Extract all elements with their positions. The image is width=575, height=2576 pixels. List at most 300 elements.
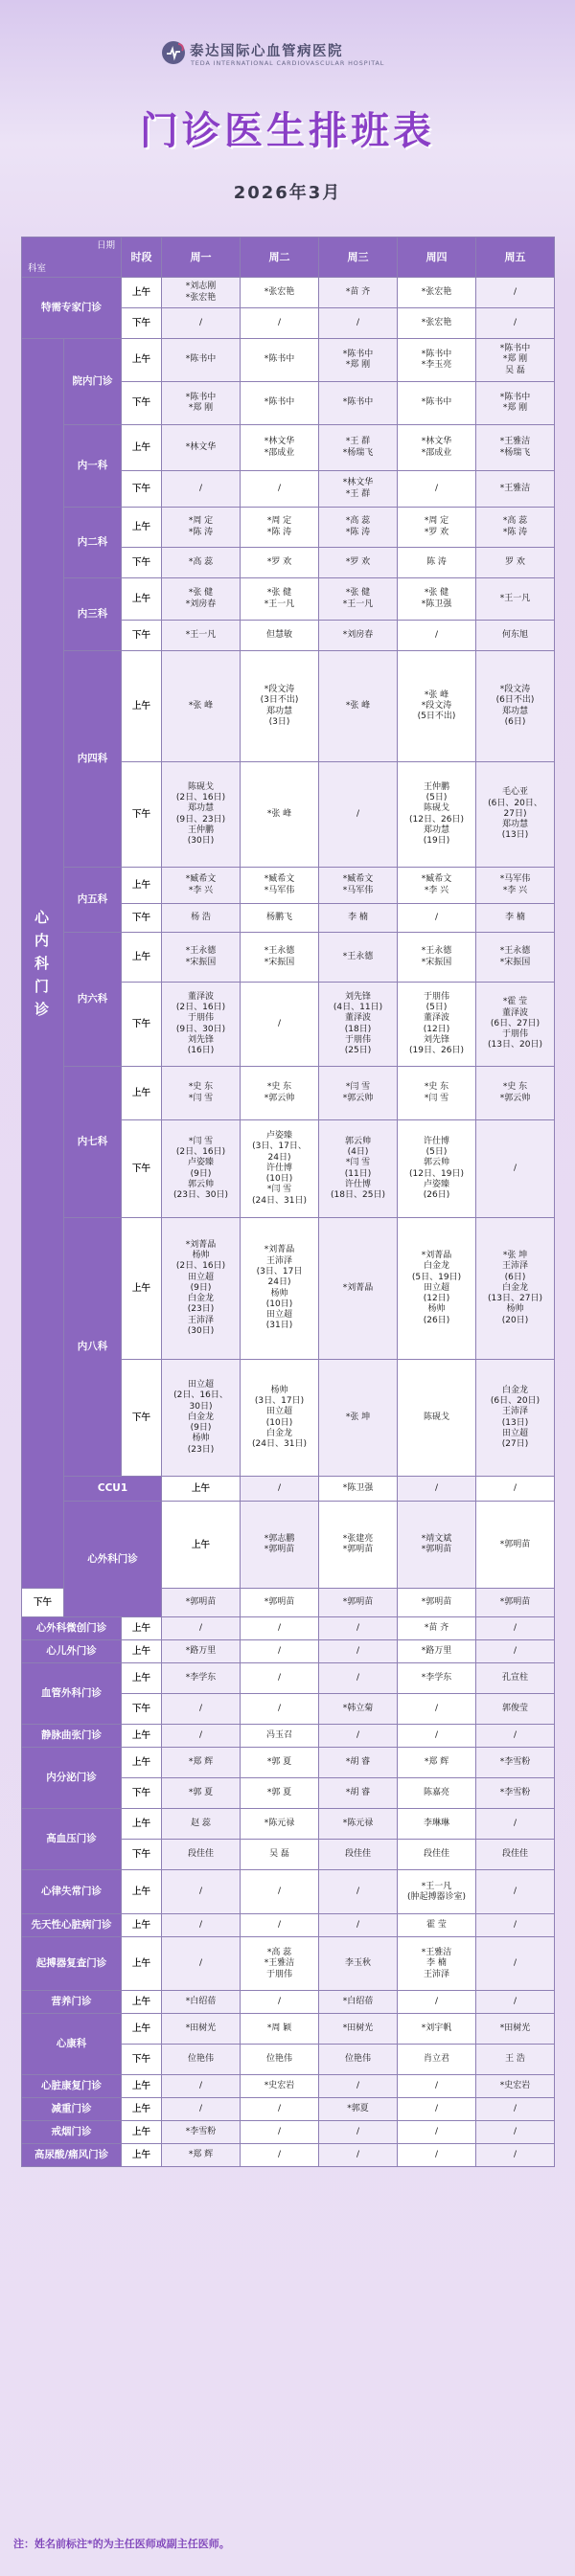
doctor-cell: 吴 磊 xyxy=(241,1840,319,1870)
schedule-row xyxy=(22,508,555,548)
period-label: 上午 xyxy=(122,1870,162,1914)
doctor-cell: 陈嘉亮 xyxy=(398,1778,476,1809)
doctor-cell: *高 蕊 xyxy=(162,548,241,578)
doctor-cell: *林文华 *邵成业 xyxy=(241,425,319,471)
period-label: 下午 xyxy=(122,1360,162,1477)
period-label: 上午 xyxy=(122,2144,162,2167)
doctor-cell: *刘菁晶 xyxy=(319,1218,398,1360)
doctor-cell: *郭明苗 xyxy=(241,1589,319,1617)
doctor-cell: *苗 齐 xyxy=(319,278,398,308)
schedule-row xyxy=(22,2014,555,2045)
doctor-cell: *张 峰 xyxy=(162,651,241,762)
doctor-cell: *林文华 xyxy=(162,425,241,471)
day-header: 周四 xyxy=(398,237,476,278)
doctor-cell: / xyxy=(319,1725,398,1748)
period-label: 上午 xyxy=(122,2098,162,2121)
schedule-row xyxy=(22,2098,555,2121)
schedule-row xyxy=(22,1218,555,1360)
doctor-cell: / xyxy=(319,1640,398,1663)
doctor-cell: 段佳佳 xyxy=(319,1840,398,1870)
schedule-row xyxy=(22,2075,555,2098)
doctor-cell: / xyxy=(241,1617,319,1640)
schedule-row xyxy=(22,1748,555,1778)
doctor-cell: *郭明苗 xyxy=(476,1502,555,1589)
doctor-cell: *高 蕊 *王雅洁 于朋伟 xyxy=(241,1937,319,1991)
doctor-cell: / xyxy=(319,1663,398,1694)
doctor-cell: / xyxy=(319,1617,398,1640)
schedule-row xyxy=(22,1067,555,1120)
period-label: 下午 xyxy=(122,308,162,339)
doctor-cell: *闫 雪 (2日、16日) 卢姿臻 (9日) 郭云帅 (23日、30日) xyxy=(162,1120,241,1218)
period-label: 上午 xyxy=(122,933,162,983)
dept-label: 内五科 xyxy=(64,868,122,933)
period-label: 上午 xyxy=(122,1809,162,1840)
doctor-cell: *郭夏 xyxy=(319,2098,398,2121)
doctor-cell: *陈书中 xyxy=(319,382,398,425)
schedule-row xyxy=(22,1617,555,1640)
doctor-cell: 位艳伟 xyxy=(241,2045,319,2075)
doctor-cell: *张 坤 xyxy=(319,1360,398,1477)
period-label: 上午 xyxy=(122,1663,162,1694)
doctor-cell: *刘宇帆 xyxy=(398,2014,476,2045)
doctor-cell: *郭 夏 xyxy=(241,1748,319,1778)
doctor-cell: *霍 莹 董泽波 (6日、27日) 于朋伟 (13日、20日) xyxy=(476,983,555,1067)
doctor-cell: *史宏岩 xyxy=(476,2075,555,2098)
doctor-cell: / xyxy=(319,1870,398,1914)
doctor-cell: *张宏艳 xyxy=(398,308,476,339)
dept-label: 心康科 xyxy=(22,2014,122,2075)
period-label: 下午 xyxy=(122,1778,162,1809)
doctor-cell: / xyxy=(162,2098,241,2121)
doctor-cell: *闫 雪 *郭云帅 xyxy=(319,1067,398,1120)
doctor-cell: *周 定 *罗 欢 xyxy=(398,508,476,548)
dept-label: 心儿外门诊 xyxy=(22,1640,122,1663)
dept-label: 静脉曲张门诊 xyxy=(22,1725,122,1748)
doctor-cell: 李琳琳 xyxy=(398,1809,476,1840)
doctor-cell: / xyxy=(241,2144,319,2167)
doctor-cell: 田立超 (2日、16日、 30日) 白金龙 (9日) 杨帅 (23日) xyxy=(162,1360,241,1477)
doctor-cell: / xyxy=(319,308,398,339)
period-label: 上午 xyxy=(122,651,162,762)
doctor-cell: *王永德 *宋振国 xyxy=(162,933,241,983)
doctor-cell: *王永德 xyxy=(319,933,398,983)
schedule-row xyxy=(22,1914,555,1937)
period-label: 下午 xyxy=(122,2045,162,2075)
period-label: 上午 xyxy=(122,1748,162,1778)
doctor-cell: *周 颖 xyxy=(241,2014,319,2045)
doctor-cell: 杨 浩 xyxy=(162,904,241,933)
period-label: 上午 xyxy=(122,1991,162,2014)
doctor-cell: 陈砚戈 xyxy=(398,1360,476,1477)
date-header: 日期 xyxy=(96,240,115,251)
doctor-cell: / xyxy=(476,1725,555,1748)
doctor-cell: *史 东 *闫 雪 xyxy=(162,1067,241,1120)
doctor-cell: 位艳伟 xyxy=(319,2045,398,2075)
doctor-cell: / xyxy=(162,1694,241,1725)
dept-label: 心脏康复门诊 xyxy=(22,2075,122,2098)
doctor-cell: *田树光 xyxy=(162,2014,241,2045)
period-label: 上午 xyxy=(122,1914,162,1937)
doctor-cell: *王一凡 xyxy=(162,621,241,651)
doctor-cell: / xyxy=(476,2144,555,2167)
doctor-cell: / xyxy=(241,1640,319,1663)
period-label: 下午 xyxy=(122,983,162,1067)
period-label: 上午 xyxy=(162,1477,241,1502)
period-label: 下午 xyxy=(122,471,162,508)
doctor-cell: *陈元禄 xyxy=(319,1809,398,1840)
period-label: 上午 xyxy=(122,2121,162,2144)
doctor-cell: 孔宣柱 xyxy=(476,1663,555,1694)
doctor-cell: *张 健 *王一凡 xyxy=(319,578,398,621)
schedule-row xyxy=(22,2121,555,2144)
period-label: 上午 xyxy=(122,2075,162,2098)
doctor-cell: / xyxy=(162,1725,241,1748)
period-label: 上午 xyxy=(122,1067,162,1120)
doctor-cell: *胡 睿 xyxy=(319,1748,398,1778)
doctor-cell: / xyxy=(398,1477,476,1502)
doctor-cell: *张 健 *陈卫强 xyxy=(398,578,476,621)
doctor-cell: *王雅洁 *杨瑞飞 xyxy=(476,425,555,471)
doctor-cell: / xyxy=(398,1694,476,1725)
schedule-row xyxy=(22,2144,555,2167)
dept-label: 内二科 xyxy=(64,508,122,578)
doctor-cell: / xyxy=(476,1914,555,1937)
schedule-row xyxy=(22,278,555,308)
doctor-cell: 陈 涛 xyxy=(398,548,476,578)
doctor-cell: / xyxy=(162,308,241,339)
doctor-cell: *路万里 xyxy=(162,1640,241,1663)
dept-label: 内三科 xyxy=(64,578,122,651)
schedule-row xyxy=(22,425,555,471)
doctor-cell: 许仕博 (5日) 郭云帅 (12日、19日) 卢姿臻 (26日) xyxy=(398,1120,476,1218)
doctor-cell: / xyxy=(241,2121,319,2144)
corner-cell xyxy=(22,237,122,278)
doctor-cell: 杨鹏飞 xyxy=(241,904,319,933)
period-label: 上午 xyxy=(122,278,162,308)
dept-label: 心律失常门诊 xyxy=(22,1870,122,1914)
doctor-cell: *田树光 xyxy=(476,2014,555,2045)
doctor-cell: / xyxy=(476,1640,555,1663)
doctor-cell: *张 峰 xyxy=(241,762,319,868)
doctor-cell: 段佳佳 xyxy=(476,1840,555,1870)
period-label: 上午 xyxy=(122,1725,162,1748)
doctor-cell: *白绍蓓 xyxy=(162,1991,241,2014)
doctor-cell: *陈书中 *郑 刚 吴 磊 xyxy=(476,339,555,382)
doctor-cell: / xyxy=(476,1991,555,2014)
period-label: 上午 xyxy=(122,508,162,548)
doctor-cell: / xyxy=(319,2144,398,2167)
doctor-cell: *王雅洁 李 楠 王沛泽 xyxy=(398,1937,476,1991)
doctor-cell: / xyxy=(476,1120,555,1218)
doctor-cell: *郑 辉 xyxy=(162,2144,241,2167)
schedule-table-wrapper xyxy=(21,237,554,2516)
doctor-cell: / xyxy=(241,2098,319,2121)
doctor-cell: *罗 欢 xyxy=(319,548,398,578)
doctor-cell: 于朋伟 (5日) 董泽波 (12日) 刘先锋 (19日、26日) xyxy=(398,983,476,1067)
doctor-cell: *史 东 *郭云帅 xyxy=(476,1067,555,1120)
doctor-cell: *郭明苗 xyxy=(476,1589,555,1617)
doctor-cell: / xyxy=(476,2098,555,2121)
dept-label: 起搏器复查门诊 xyxy=(22,1937,122,1991)
doctor-cell: *臧希文 *马军伟 xyxy=(241,868,319,904)
period-label: 上午 xyxy=(122,2014,162,2045)
period-label: 下午 xyxy=(122,762,162,868)
doctor-cell: / xyxy=(162,2075,241,2098)
doctor-cell: *罗 欢 xyxy=(241,548,319,578)
doctor-cell: 霍 莹 xyxy=(398,1914,476,1937)
dept-label: 院内门诊 xyxy=(64,339,122,425)
doctor-cell: 段佳佳 xyxy=(398,1840,476,1870)
period-label: 下午 xyxy=(22,1589,64,1617)
doctor-cell: *胡 睿 xyxy=(319,1778,398,1809)
doctor-cell: 刘先锋 (4日、11日) 董泽波 (18日) 于朋伟 (25日) xyxy=(319,983,398,1067)
doctor-cell: *刘志刚 *张宏艳 xyxy=(162,278,241,308)
doctor-cell: 李 楠 xyxy=(319,904,398,933)
doctor-cell: *郑 辉 xyxy=(398,1748,476,1778)
dept-label: 内一科 xyxy=(64,425,122,508)
heart-logo-icon xyxy=(161,40,186,65)
schedule-row xyxy=(22,1937,555,1991)
doctor-cell: *陈元禄 xyxy=(241,1809,319,1840)
doctor-cell: *郭 夏 xyxy=(162,1778,241,1809)
doctor-cell: *张 峰 *段文涛 (5日不出) xyxy=(398,651,476,762)
doctor-cell: / xyxy=(241,1914,319,1937)
doctor-cell: *张建亮 *郭明苗 xyxy=(319,1502,398,1589)
doctor-cell: *臧希文 *李 兴 xyxy=(162,868,241,904)
schedule-table xyxy=(21,237,555,2167)
doctor-cell: / xyxy=(398,2075,476,2098)
doctor-cell: *张 坤 王沛泽 (6日) 白金龙 (13日、27日) 杨帅 (20日) xyxy=(476,1218,555,1360)
doctor-cell: *史 东 *郭云帅 xyxy=(241,1067,319,1120)
doctor-cell: 郭云帅 (4日) *闫 雪 (11日) 许仕博 (18日、25日) xyxy=(319,1120,398,1218)
doctor-cell: *张宏艳 xyxy=(398,278,476,308)
dept-label: 戒烟门诊 xyxy=(22,2121,122,2144)
doctor-cell: / xyxy=(241,308,319,339)
doctor-cell: 位艳伟 xyxy=(162,2045,241,2075)
period-label: 上午 xyxy=(122,1617,162,1640)
doctor-cell: / xyxy=(398,2098,476,2121)
dept-label: 内七科 xyxy=(64,1067,122,1218)
doctor-cell: 陈砚戈 (2日、16日) 郑功慧 (9日、23日) 王仲鹏 (30日) xyxy=(162,762,241,868)
schedule-body xyxy=(22,237,555,2167)
dept-label: 心外科门诊 xyxy=(64,1502,162,1617)
doctor-cell: / xyxy=(162,1617,241,1640)
doctor-cell: *王一凡 (肿起搏器诊室) xyxy=(398,1870,476,1914)
doctor-cell: / xyxy=(241,983,319,1067)
period-label: 上午 xyxy=(122,1218,162,1360)
period-label: 下午 xyxy=(122,382,162,425)
cardiology-group-label: 心 内 科 门 诊 xyxy=(22,339,64,1589)
doctor-cell: *臧希文 *李 兴 xyxy=(398,868,476,904)
doctor-cell: 赵 蕊 xyxy=(162,1809,241,1840)
doctor-cell: *李学东 xyxy=(162,1663,241,1694)
day-header: 周五 xyxy=(476,237,555,278)
doctor-cell: *王永德 *宋振国 xyxy=(476,933,555,983)
doctor-cell: / xyxy=(319,762,398,868)
doctor-cell: *刘菁晶 白金龙 (5日、19日) 田立超 (12日) 杨帅 (26日) xyxy=(398,1218,476,1360)
doctor-cell: / xyxy=(319,1914,398,1937)
doctor-cell: / xyxy=(476,1937,555,1991)
period-label: 下午 xyxy=(122,1694,162,1725)
doctor-cell: / xyxy=(398,621,476,651)
doctor-cell: *张 健 *刘房春 xyxy=(162,578,241,621)
schedule-row xyxy=(22,933,555,983)
dept-label: 营养门诊 xyxy=(22,1991,122,2014)
doctor-cell: / xyxy=(162,1870,241,1914)
doctor-cell: 肖立君 xyxy=(398,2045,476,2075)
hospital-name: 泰达国际心血管病医院 xyxy=(190,44,343,59)
doctor-cell: *陈书中 xyxy=(241,339,319,382)
schedule-row xyxy=(22,1870,555,1914)
doctor-cell: *郭明苗 xyxy=(162,1589,241,1617)
doctor-cell: *陈书中 *李玉亮 xyxy=(398,339,476,382)
doctor-cell: 郭俊莹 xyxy=(476,1694,555,1725)
doctor-cell: *陈书中 *郑 刚 xyxy=(476,382,555,425)
schedule-row xyxy=(22,1477,555,1502)
dept-label: 高血压门诊 xyxy=(22,1809,122,1870)
day-header: 周二 xyxy=(241,237,319,278)
doctor-cell: / xyxy=(476,2121,555,2144)
period-label: 上午 xyxy=(122,1640,162,1663)
doctor-cell: *李雪粉 xyxy=(476,1778,555,1809)
doctor-cell: *李雪粉 xyxy=(162,2121,241,2144)
doctor-cell: *苗 齐 xyxy=(398,1617,476,1640)
schedule-row xyxy=(22,578,555,621)
doctor-cell: / xyxy=(241,471,319,508)
doctor-cell: *段文涛 (6日不出) 郑功慧 (6日) xyxy=(476,651,555,762)
period-label: 下午 xyxy=(122,548,162,578)
period-label: 下午 xyxy=(122,1840,162,1870)
doctor-cell: / xyxy=(476,1809,555,1840)
doctor-cell: *陈书中 xyxy=(162,339,241,382)
dept-label: 内八科 xyxy=(64,1218,122,1477)
doctor-cell: / xyxy=(241,1663,319,1694)
doctor-cell: *陈书中 *郑 刚 xyxy=(319,339,398,382)
doctor-cell: *郑 辉 xyxy=(162,1748,241,1778)
doctor-cell: *王永德 *宋振国 xyxy=(398,933,476,983)
doctor-cell: *臧希文 *马军伟 xyxy=(319,868,398,904)
doctor-cell: 杨帅 (3日、17日) 田立超 (10日) 白金龙 (24日、31日) xyxy=(241,1360,319,1477)
schedule-row xyxy=(22,1725,555,1748)
doctor-cell: 段佳佳 xyxy=(162,1840,241,1870)
doctor-cell: *韩立菊 xyxy=(319,1694,398,1725)
dept-label: 高尿酸/痛风门诊 xyxy=(22,2144,122,2167)
doctor-cell: *李学东 xyxy=(398,1663,476,1694)
dept-label: 心外科微创门诊 xyxy=(22,1617,122,1640)
dept-label: 减重门诊 xyxy=(22,2098,122,2121)
doctor-cell: 卢姿臻 (3日、17日、 24日) 许仕博 (10日) *闫 雪 (24日、31日) xyxy=(241,1120,319,1218)
doctor-cell: / xyxy=(476,1617,555,1640)
header-row xyxy=(22,237,555,278)
schedule-month: 2026年3月 xyxy=(233,183,342,203)
doctor-cell: *马军伟 *李 兴 xyxy=(476,868,555,904)
doctor-cell: / xyxy=(398,2144,476,2167)
day-header: 周三 xyxy=(319,237,398,278)
period-header: 时段 xyxy=(122,237,162,278)
dept-label: 内分泌门诊 xyxy=(22,1748,122,1809)
day-header: 周一 xyxy=(162,237,241,278)
doctor-cell: 李玉秋 xyxy=(319,1937,398,1991)
doctor-cell: *田树光 xyxy=(319,2014,398,2045)
period-label: 上午 xyxy=(162,1502,241,1589)
schedule-row xyxy=(22,868,555,904)
doctor-cell: / xyxy=(319,2075,398,2098)
doctor-cell: 毛心亚 (6日、20日、 27日) 郑功慧 (13日) xyxy=(476,762,555,868)
doctor-cell: *陈书中 xyxy=(398,382,476,425)
doctor-cell: / xyxy=(241,1694,319,1725)
doctor-cell: *郭 夏 xyxy=(241,1778,319,1809)
doctor-cell: 何东旭 xyxy=(476,621,555,651)
period-label: 上午 xyxy=(122,868,162,904)
doctor-cell: *陈书中 *郑 刚 xyxy=(162,382,241,425)
page-title: 门诊医生排班表 xyxy=(140,109,435,153)
doctor-cell: *郭明苗 xyxy=(319,1589,398,1617)
doctor-cell: 冯玉召 xyxy=(241,1725,319,1748)
doctor-cell: / xyxy=(241,1870,319,1914)
doctor-cell: *陈卫强 xyxy=(319,1477,398,1502)
doctor-cell: *张 健 *王一凡 xyxy=(241,578,319,621)
schedule-row xyxy=(22,1502,555,1589)
doctor-cell: *高 蕊 *陈 涛 xyxy=(319,508,398,548)
doctor-cell: 但慧敏 xyxy=(241,621,319,651)
doctor-cell: *史 东 *闫 雪 xyxy=(398,1067,476,1120)
dept-label: CCU1 xyxy=(64,1477,162,1502)
doctor-cell: / xyxy=(476,1477,555,1502)
doctor-cell: 王仲鹏 (5日) 陈砚戈 (12日、26日) 郑功慧 (19日) xyxy=(398,762,476,868)
doctor-cell: *郭明苗 xyxy=(398,1589,476,1617)
period-label: 上午 xyxy=(122,1937,162,1991)
doctor-cell: / xyxy=(162,1914,241,1937)
doctor-cell: *李雪粉 xyxy=(476,1748,555,1778)
doctor-cell: *张宏艳 xyxy=(241,278,319,308)
schedule-row xyxy=(22,1991,555,2014)
period-label: 上午 xyxy=(122,578,162,621)
period-label: 下午 xyxy=(122,904,162,933)
doctor-cell: 王 浩 xyxy=(476,2045,555,2075)
doctor-cell: *史宏岩 xyxy=(241,2075,319,2098)
doctor-cell: 白金龙 (6日、20日) 王沛泽 (13日) 田立超 (27日) xyxy=(476,1360,555,1477)
doctor-cell: / xyxy=(476,278,555,308)
schedule-row xyxy=(22,1640,555,1663)
doctor-cell: *陈书中 xyxy=(241,382,319,425)
doctor-cell: / xyxy=(476,1870,555,1914)
doctor-cell: / xyxy=(319,2121,398,2144)
doctor-cell: *周 定 *陈 涛 xyxy=(241,508,319,548)
dept-label: 内六科 xyxy=(64,933,122,1067)
doctor-cell: *林文华 *邵成业 xyxy=(398,425,476,471)
doctor-cell: / xyxy=(398,471,476,508)
period-label: 上午 xyxy=(122,339,162,382)
doctor-cell: *路万里 xyxy=(398,1640,476,1663)
hospital-name-english: TEDA INTERNATIONAL CARDIOVASCULAR HOSPITAL xyxy=(191,59,385,67)
doctor-cell: *郭志鹏 *郭明苗 xyxy=(241,1502,319,1589)
period-label: 上午 xyxy=(122,425,162,471)
doctor-cell: *周 定 *陈 涛 xyxy=(162,508,241,548)
dept-label: 内四科 xyxy=(64,651,122,868)
doctor-cell: / xyxy=(241,1991,319,2014)
dept-header: 科室 xyxy=(28,262,47,274)
doctor-cell: / xyxy=(398,904,476,933)
dept-label: 特需专家门诊 xyxy=(22,278,122,339)
doctor-cell: *王 群 *杨瑞飞 xyxy=(319,425,398,471)
doctor-cell: *刘菁晶 王沛泽 (3日、17日 24日) 杨帅 (10日) 田立超 (31日) xyxy=(241,1218,319,1360)
doctor-cell: / xyxy=(241,1477,319,1502)
doctor-cell: / xyxy=(398,1991,476,2014)
schedule-row xyxy=(22,339,555,382)
doctor-cell: *靖文斌 *郭明苗 xyxy=(398,1502,476,1589)
doctor-cell: *王一凡 xyxy=(476,578,555,621)
doctor-cell: / xyxy=(476,308,555,339)
